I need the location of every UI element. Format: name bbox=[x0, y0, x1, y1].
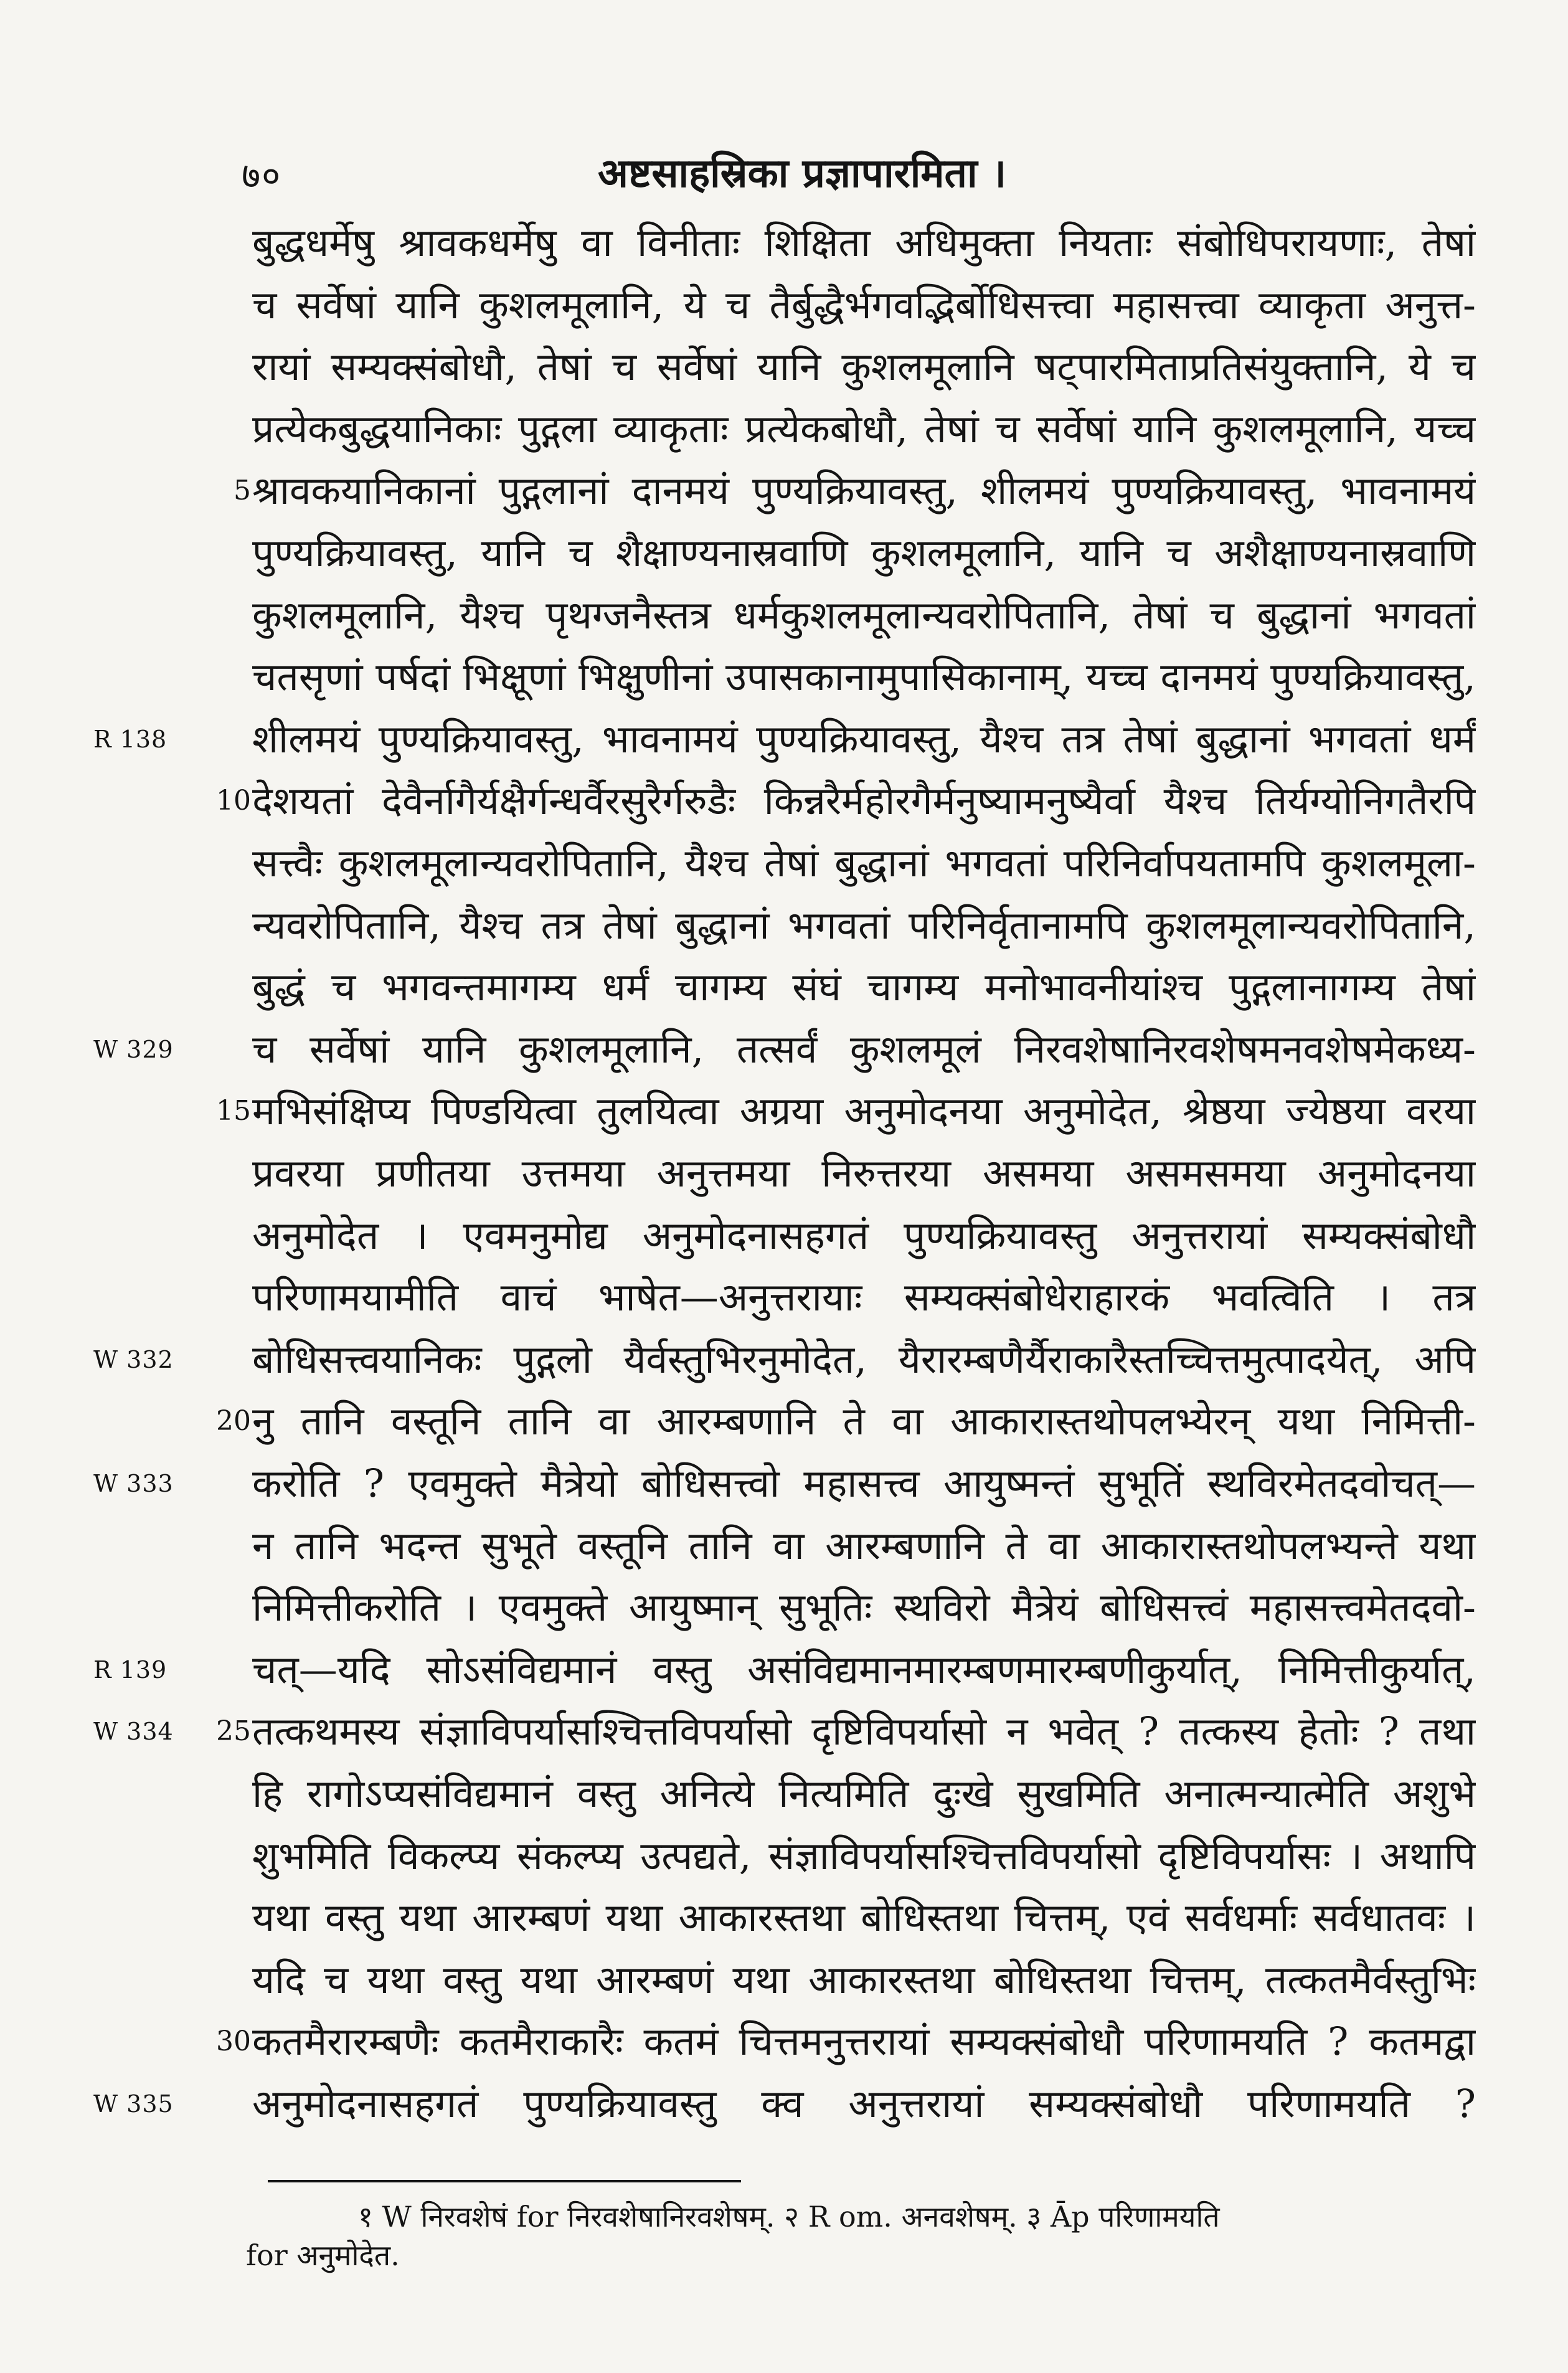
footnote-divider bbox=[268, 2180, 741, 2182]
footnotes bbox=[246, 2197, 1476, 2275]
text-line: प्रत्येकबुद्धयानिकाः पुद्गला व्याकृताः प्रत्येकबोधौ, तेषां च सर्वेषां यानि कुशलमूलानि, यच्च bbox=[252, 406, 1476, 452]
line-number: 30 bbox=[216, 2025, 251, 2057]
line-number: 5 bbox=[234, 475, 251, 506]
text-line: श्रावकयानिकानां पुद्गलानां दानमयं पुण्यक्रियावस्तु, शीलमयं पुण्यक्रियावस्तु, भावनामयं bbox=[252, 468, 1476, 513]
text-line: बुद्धं च भगवन्तमागम्य धर्मं चागम्य संघं चागम्य मनोभावनीयांश्च पुद्गलानागम्य तेषां bbox=[252, 964, 1476, 1010]
text-line: चतसृणां पर्षदां भिक्षूणां भिक्षुणीनां उपासकानामुपासिकानाम्, यच्च दानमयं पुण्यक्रियावस्तु, bbox=[252, 654, 1476, 699]
margin-reference: R 139 bbox=[93, 1656, 168, 1684]
margin-reference: R 138 bbox=[93, 726, 168, 753]
text-line: शीलमयं पुण्यक्रियावस्तु, भावनामयं पुण्यक्रियावस्तु, यैश्च तत्र तेषां बुद्धानां भगवतां धर्मं bbox=[252, 716, 1476, 762]
line-number: 15 bbox=[216, 1095, 251, 1127]
text-line: न्यवरोपितानि, यैश्च तत्र तेषां बुद्धानां भगवतां परिनिर्वृतानामपि कुशलमूलान्यवरोपितानि, bbox=[252, 902, 1476, 948]
text-line: कतमैरारम्बणैः कतमैराकारैः कतमं चित्तमनुत्तरायां सम्यक्संबोधौ परिणामयति ? कतमद्वा bbox=[252, 2019, 1476, 2064]
line-number: 20 bbox=[216, 1405, 251, 1437]
running-title: अष्टसाहस्रिका प्रज्ञापारमिता । bbox=[598, 150, 1007, 197]
text-line: शुभमिति विकल्प्य संकल्प्य उत्पद्यते, संज्ञाविपर्यासश्चित्तविपर्यासो दृष्टिविपर्यासः । अथापि bbox=[252, 1833, 1476, 1878]
footnote-line: for अनुमोदेत. bbox=[246, 2238, 400, 2272]
text-line: अनुमोदेत । एवमनुमोद्य अनुमोदनासहगतं पुण्यक्रियावस्तु अनुत्तरायां सम्यक्संबोधौ bbox=[252, 1213, 1476, 1258]
text-line: प्रवरया प्रणीतया उत्तमया अनुत्तमया निरुत्तरया असमया असमसमया अनुमोदनया bbox=[252, 1150, 1476, 1196]
text-line: पुण्यक्रियावस्तु, यानि च शैक्षाण्यनास्रवाणि कुशलमूलानि, यानि च अशैक्षाण्यनास्रवाणि bbox=[252, 530, 1476, 575]
text-line: यथा वस्तु यथा आरम्बणं यथा आकारस्तथा बोधिस्तथा चित्तम्, एवं सर्वधर्माः सर्वधातवः । bbox=[252, 1895, 1476, 1940]
margin-reference: W 333 bbox=[93, 1470, 174, 1497]
text-line: न तानि भदन्त सुभूते वस्तूनि तानि वा आरम्बणानि ते वा आकारास्तथोपलभ्यन्ते यथा bbox=[252, 1523, 1476, 1568]
margin-reference: W 334 bbox=[93, 1718, 174, 1745]
text-line: यदि च यथा वस्तु यथा आरम्बणं यथा आकारस्तथा बोधिस्तथा चित्तम्, तत्कतमैर्वस्तुभिः bbox=[252, 1957, 1476, 2002]
text-line: रायां सम्यक्संबोधौ, तेषां च सर्वेषां यानि कुशलमूलानि षट्पारमिताप्रतिसंयुक्तानि, ये च bbox=[252, 344, 1476, 389]
text-line: मभिसंक्षिप्य पिण्डयित्वा तुलयित्वा अग्रया अनुमोदनया अनुमोदेत, श्रेष्ठया ज्येष्ठया वरया bbox=[252, 1088, 1476, 1134]
margin-reference: W 335 bbox=[93, 2090, 174, 2118]
text-line: च सर्वेषां यानि कुशलमूलानि, ये च तैर्बुद्धैर्भगवद्भिर्बोधिसत्त्वा महासत्त्वा व्याकृता अनुत्त- bbox=[252, 282, 1476, 328]
margin-reference: W 332 bbox=[93, 1346, 174, 1373]
margin-reference: W 329 bbox=[93, 1036, 174, 1063]
text-line: हि रागोऽप्यसंविद्यमानं वस्तु अनित्ये नित्यमिति दुःखे सुखमिति अनात्मन्यात्मेति अशुभे bbox=[252, 1771, 1476, 1816]
text-line: बुद्धधर्मेषु श्रावकधर्मेषु वा विनीताः शिक्षिता अधिमुक्ता नियताः संबोधिपरायणाः, तेषां bbox=[252, 220, 1476, 265]
text-line: निमित्तीकरोति । एवमुक्ते आयुष्मान् सुभूतिः स्थविरो मैत्रेयं बोधिसत्त्वं महासत्त्वमेतदवो- bbox=[252, 1584, 1476, 1630]
page-number: ७० bbox=[242, 154, 282, 197]
line-number: 10 bbox=[216, 785, 251, 817]
text-line: नु तानि वस्तूनि तानि वा आरम्बणानि ते वा आकारास्तथोपलभ्येरन् यथा निमित्ती- bbox=[252, 1398, 1476, 1444]
text-line: कुशलमूलानि, यैश्च पृथग्जनैस्तत्र धर्मकुशलमूलान्यवरोपितानि, तेषां च बुद्धानां भगवतां bbox=[252, 592, 1476, 638]
text-line: तत्कथमस्य संज्ञाविपर्यासश्चित्तविपर्यासो दृष्टिविपर्यासो न भवेत् ? तत्कस्य हेतोः ? तथा bbox=[252, 1708, 1476, 1754]
text-line: अनुमोदनासहगतं पुण्यक्रियावस्तु क्व अनुत्तरायां सम्यक्संबोधौ परिणामयति ? bbox=[252, 2081, 1476, 2126]
text-line: च सर्वेषां यानि कुशलमूलानि, तत्सर्वं कुशलमूलं निरवशेषानिरवशेषमनवशेषमेकध्य- bbox=[252, 1026, 1476, 1072]
text-line: चत्—यदि सोऽसंविद्यमानं वस्तु असंविद्यमानमारम्बणमारम्बणीकुर्यात्, निमित्तीकुर्यात्, bbox=[252, 1647, 1476, 1692]
text-line: देशयतां देवैर्नागैर्यक्षैर्गन्धर्वैरसुरैर्गरुडैः किन्नरैर्महोरगैर्मनुष्यामनुष्यैर्वा यैश्च तिर्यग्योनिगतैरपि bbox=[252, 778, 1476, 823]
text-line: बोधिसत्त्वयानिकः पुद्गलो यैर्वस्तुभिरनुमोदेत, यैरारम्बणैर्यैराकारैस्तच्चित्तमुत्पादयेत्, अपि bbox=[252, 1337, 1476, 1382]
text-line: करोति ? एवमुक्ते मैत्रेयो बोधिसत्त्वो महासत्त्व आयुष्मन्तं सुभूतिं स्थविरमेतदवोचत्— bbox=[252, 1461, 1476, 1506]
line-number: 25 bbox=[216, 1715, 251, 1747]
footnote-line: १ W निरवशेषं for निरवशेषानिरवशेषम्. २ R om. अनवशेषम्. ३ Āp परिणामयति bbox=[358, 2200, 1220, 2233]
text-line: सत्त्वैः कुशलमूलान्यवरोपितानि, यैश्च तेषां बुद्धानां भगवतां परिनिर्वापयतामपि कुशलमूला- bbox=[252, 840, 1476, 886]
text-line: परिणामयामीति वाचं भाषेत—अनुत्तरायाः सम्यक्संबोधेराहारकं भवत्विति । तत्र bbox=[252, 1274, 1476, 1320]
